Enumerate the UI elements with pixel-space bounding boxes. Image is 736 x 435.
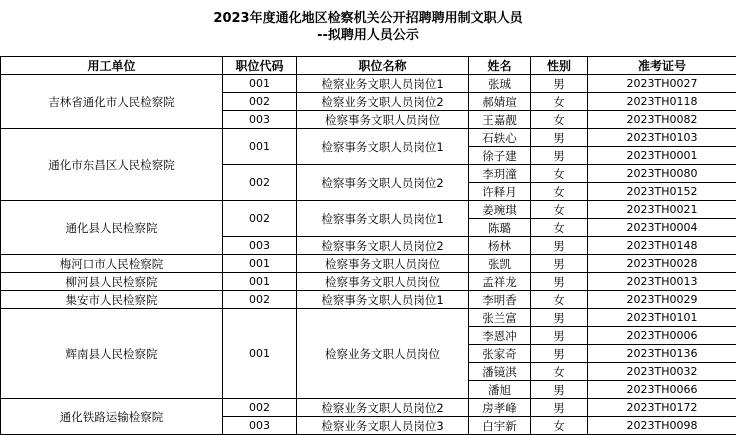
gender-cell: 男	[531, 75, 588, 93]
gender-cell: 男	[531, 147, 588, 165]
gender-cell: 女	[531, 183, 588, 201]
position-code-cell: 002	[223, 201, 297, 237]
gender-cell: 男	[531, 237, 588, 255]
person-name-cell: 李明香	[469, 291, 531, 309]
exam-id-cell: 2023TH0136	[588, 345, 736, 363]
gender-cell: 女	[531, 165, 588, 183]
position-code-cell: 003	[223, 237, 297, 255]
person-name-cell: 徐子建	[469, 147, 531, 165]
exam-id-cell: 2023TH0013	[588, 273, 736, 291]
header-position: 职位名称	[297, 57, 469, 75]
person-name-cell: 房孝峰	[469, 399, 531, 417]
table-row	[1, 399, 736, 417]
person-name-cell: 石轶心	[469, 129, 531, 147]
person-name-cell: 张兰富	[469, 309, 531, 327]
exam-id-cell: 2023TH0172	[588, 399, 736, 417]
table-row	[1, 201, 736, 219]
unit-cell: 通化铁路运输检察院	[1, 399, 223, 435]
position-name-cell: 检察事务文职人员岗位2	[297, 237, 469, 255]
person-name-cell: 许释月	[469, 183, 531, 201]
table-row	[1, 129, 736, 147]
exam-id-cell: 2023TH0098	[588, 417, 736, 435]
position-code-cell: 001	[223, 255, 297, 273]
unit-cell: 柳河县人民检察院	[1, 273, 223, 291]
gender-cell: 女	[531, 363, 588, 381]
position-name-cell: 检察业务文职人员岗位2	[297, 399, 469, 417]
header-unit: 用工单位	[1, 57, 223, 75]
title-block	[0, 0, 736, 56]
exam-id-cell: 2023TH0029	[588, 291, 736, 309]
position-code-cell: 003	[223, 417, 297, 435]
position-name-cell: 检察事务文职人员岗位	[297, 255, 469, 273]
gender-cell: 男	[531, 309, 588, 327]
position-name-cell: 检察事务文职人员岗位2	[297, 165, 469, 201]
table-row	[1, 309, 736, 327]
gender-cell: 男	[531, 273, 588, 291]
exam-id-cell: 2023TH0066	[588, 381, 736, 399]
exam-id-cell: 2023TH0118	[588, 93, 736, 111]
exam-id-cell: 2023TH0006	[588, 327, 736, 345]
person-name-cell: 杨林	[469, 237, 531, 255]
gender-cell: 男	[531, 129, 588, 147]
position-code-cell: 001	[223, 309, 297, 399]
position-name-cell: 检察事务文职人员岗位1	[297, 291, 469, 309]
gender-cell: 男	[531, 399, 588, 417]
position-name-cell: 检察业务文职人员岗位	[297, 309, 469, 399]
gender-cell: 男	[531, 255, 588, 273]
unit-cell: 通化县人民检察院	[1, 201, 223, 255]
gender-cell: 女	[531, 93, 588, 111]
position-name-cell: 检察事务文职人员岗位	[297, 273, 469, 291]
gender-cell: 女	[531, 417, 588, 435]
unit-cell: 辉南县人民检察院	[1, 309, 223, 399]
gender-cell: 女	[531, 111, 588, 129]
position-name-cell: 检察事务文职人员岗位1	[297, 201, 469, 237]
position-code-cell: 002	[223, 291, 297, 309]
document-title: 2023年度通化地区检察机关公开招聘聘用制文职人员	[0, 11, 736, 27]
gender-cell: 男	[531, 345, 588, 363]
person-name-cell: 李恩冲	[469, 327, 531, 345]
exam-id-cell: 2023TH0148	[588, 237, 736, 255]
table-row	[1, 273, 736, 291]
exam-id-cell: 2023TH0101	[588, 309, 736, 327]
exam-id-cell: 2023TH0021	[588, 201, 736, 219]
unit-cell: 吉林省通化市人民检察院	[1, 75, 223, 129]
person-name-cell: 潘旭	[469, 381, 531, 399]
person-name-cell: 张家奇	[469, 345, 531, 363]
position-code-cell: 002	[223, 93, 297, 111]
position-name-cell: 检察业务文职人员岗位1	[297, 75, 469, 93]
position-code-cell: 002	[223, 399, 297, 417]
unit-cell: 集安市人民检察院	[1, 291, 223, 309]
unit-cell: 通化市东昌区人民检察院	[1, 129, 223, 201]
exam-id-cell: 2023TH0001	[588, 147, 736, 165]
exam-id-cell: 2023TH0152	[588, 183, 736, 201]
unit-cell: 梅河口市人民检察院	[1, 255, 223, 273]
person-name-cell: 潘镜淇	[469, 363, 531, 381]
position-code-cell: 001	[223, 129, 297, 165]
table-row	[1, 75, 736, 93]
exam-id-cell: 2023TH0027	[588, 75, 736, 93]
person-name-cell: 王嘉靓	[469, 111, 531, 129]
position-code-cell: 001	[223, 75, 297, 93]
gender-cell: 女	[531, 219, 588, 237]
exam-id-cell: 2023TH0082	[588, 111, 736, 129]
person-name-cell: 李玥潼	[469, 165, 531, 183]
table-row	[1, 291, 736, 309]
table-body	[1, 75, 736, 435]
header-gender: 性别	[531, 57, 588, 75]
position-name-cell: 检察业务文职人员岗位3	[297, 417, 469, 435]
gender-cell: 男	[531, 327, 588, 345]
position-name-cell: 检察业务文职人员岗位2	[297, 93, 469, 111]
person-name-cell: 张珹	[469, 75, 531, 93]
table-row	[1, 255, 736, 273]
header-name: 姓名	[469, 57, 531, 75]
person-name-cell: 郝婧瑄	[469, 93, 531, 111]
exam-id-cell: 2023TH0032	[588, 363, 736, 381]
person-name-cell: 白宇新	[469, 417, 531, 435]
exam-id-cell: 2023TH0103	[588, 129, 736, 147]
person-name-cell: 张凯	[469, 255, 531, 273]
candidate-table	[0, 56, 736, 435]
position-code-cell: 001	[223, 273, 297, 291]
person-name-cell: 孟祥龙	[469, 273, 531, 291]
header-exam-id: 准考证号	[588, 57, 736, 75]
position-name-cell: 检察事务文职人员岗位1	[297, 129, 469, 165]
exam-id-cell: 2023TH0080	[588, 165, 736, 183]
gender-cell: 男	[531, 381, 588, 399]
person-name-cell: 姜琬琪	[469, 201, 531, 219]
exam-id-cell: 2023TH0028	[588, 255, 736, 273]
position-code-cell: 002	[223, 165, 297, 201]
header-code: 职位代码	[223, 57, 297, 75]
exam-id-cell: 2023TH0004	[588, 219, 736, 237]
position-name-cell: 检察事务文职人员岗位	[297, 111, 469, 129]
document-subtitle: --拟聘用人员公示	[0, 28, 736, 44]
gender-cell: 女	[531, 291, 588, 309]
header-row	[1, 57, 736, 75]
position-code-cell: 003	[223, 111, 297, 129]
gender-cell: 女	[531, 201, 588, 219]
person-name-cell: 陈璐	[469, 219, 531, 237]
